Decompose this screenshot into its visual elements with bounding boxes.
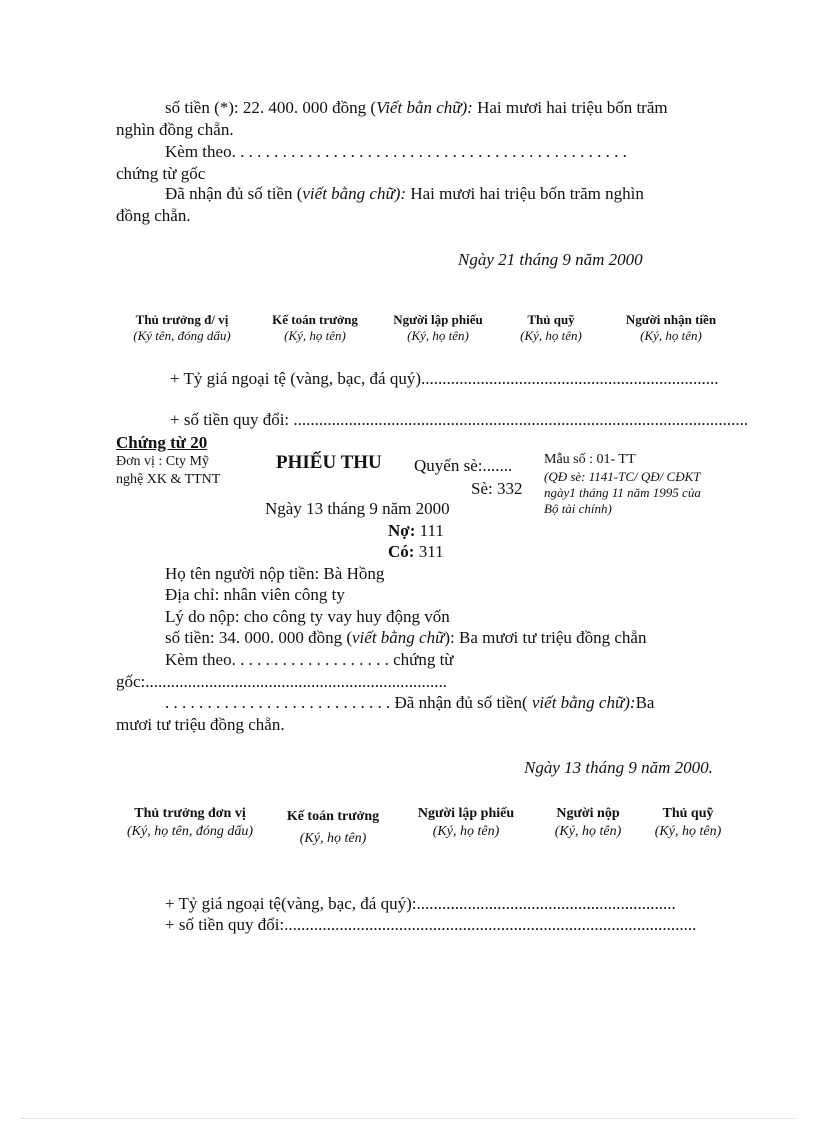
p1-attach-doc: chứng từ gốc [116,164,206,183]
p2-voucher-heading: Chứng từ 20 [116,433,208,452]
p2-payer: Họ tên người nộp tiền: Bà Hồng [165,564,385,583]
p2-template-ref-3: Bộ tài chính) [544,501,612,516]
p2-sig-payer: Người nộp (Ký, họ tên) [554,806,622,839]
p2-received-line: . . . . . . . . . . . . . . . . . . . . . . . . . . . Đã nhận đủ số tiền( viết bằng chữ):Ba [165,693,655,712]
p1-sig-unit-head: Thủ trưởng đ/ vị (Ký tên, đóng dấu) [133,312,231,343]
p2-template-number: Mẫu số : 01- TT [544,452,636,467]
p2-sig-unit-head: Thủ trưởng đơn vị (Ký, họ tên, đóng dấu) [127,806,253,839]
p1-converted-amount-line: + số tiền quy đổi: ........................................................................................................... [170,410,749,429]
p2-amount-line: số tiền: 34. 000. 000 đồng (viết bằng chữ): Ba mươi tư triệu đồng chẵn [165,628,647,647]
p2-date-bottom: Ngày 13 tháng 9 năm 2000. [524,758,713,777]
p2-address: Địa chỉ: nhân viên công ty [165,585,345,604]
p2-form-title: PHIẾU THU [276,452,382,473]
p2-converted-amount-line: + số tiền quy đổi:................................................................................................. [165,915,697,934]
p2-book-number: Quyển sè:....... [414,456,513,475]
p2-reason: Lý do nộp: cho công ty vay huy động vốn [165,607,450,626]
p2-debit: Nợ: 111 [388,521,444,540]
p2-voucher-number: Sè: 332 [471,479,523,498]
p2-exchange-rate-line: + Tỷ giá ngoại tệ(vàng, bạc, đá quý):............................................................. [165,894,676,913]
p1-received-line: Đã nhận đủ số tiền (viết bằng chữ): Hai mươi hai triệu bốn trăm nghìn [165,184,644,203]
p2-date-top: Ngày 13 tháng 9 năm 2000 [265,499,450,518]
p2-received-words-cont: mươi tư triệu đồng chẵn. [116,715,285,734]
p2-attach-line: Kèm theo. . . . . . . . . . . . . . . . . . . chứng từ [165,650,454,669]
page-bottom-divider [20,1118,796,1119]
p1-amount-words-cont: nghìn đồng chẵn. [116,120,234,139]
p1-sig-chief-accountant: Kế toán trưởng (Ký, họ tên) [272,312,358,343]
p2-sig-chief-accountant: Kế toán trưởng (Ký, họ tên) [286,809,380,846]
p1-attach-line: Kèm theo. . . . . . . . . . . . . . . . . . . . . . . . . . . . . . . . . . . . . . . . . . . . . . . [165,142,627,161]
p1-sig-preparer: Người lập phiếu (Ký, họ tên) [393,312,483,343]
p1-date: Ngày 21 tháng 9 năm 2000 [458,250,643,269]
p1-sig-cashier: Thủ quỹ (Ký, họ tên) [520,312,582,343]
p2-unit-line-1: Đơn vị : Cty Mỹ [116,454,209,469]
p1-amount-line: số tiền (*): 22. 400. 000 đồng (Viết bằn chữ): Hai mươi hai triệu bốn trăm [165,98,668,117]
p2-unit-line-2: nghệ XK & TTNT [116,472,221,487]
p1-exchange-rate-line: + Tỷ giá ngoại tệ (vàng, bạc, đá quý)...................................................................... [170,369,719,388]
p2-sig-cashier: Thủ quỹ (Ký, họ tên) [654,806,722,839]
p1-received-words-cont: đồng chẵn. [116,206,191,225]
p2-template-ref-1: (QĐ sè: 1141-TC/ QĐ/ CĐKT [544,469,701,484]
p1-sig-receiver: Người nhận tiền (Ký, họ tên) [625,312,717,343]
p2-sig-preparer: Người lập phiếu (Ký, họ tên) [417,806,515,839]
p2-credit: Có: 311 [388,542,444,561]
p2-template-ref-2: ngày1 tháng 11 năm 1995 của [544,485,701,500]
p2-attach-doc: gốc:....................................................................... [116,672,448,691]
